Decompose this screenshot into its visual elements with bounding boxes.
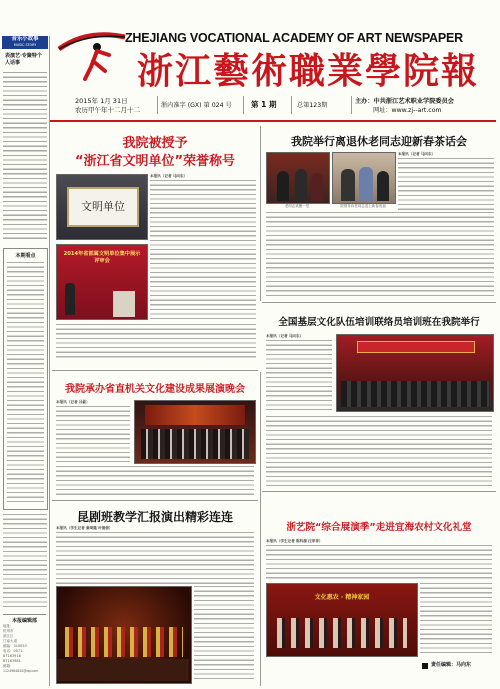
english-title: ZHEJIANG VOCATIONAL ACADEMY OF ART NEWSPAPER — [125, 31, 463, 45]
music-story-banner — [2, 36, 48, 49]
performers — [65, 627, 183, 657]
article-headline: 昆剧班教学汇报演出精彩连连 — [76, 510, 233, 524]
article-cultural-gala — [52, 372, 258, 500]
plaque — [67, 187, 139, 227]
divider — [351, 96, 352, 114]
stage-banner — [357, 341, 475, 353]
ceremony-photo — [56, 244, 148, 320]
music-story-cn: 音乐小故事 — [11, 36, 39, 42]
audience — [341, 381, 489, 407]
contact-line: 邮箱： — [3, 664, 14, 668]
article-body — [194, 586, 254, 682]
contact-line: 江南大道 — [3, 639, 17, 643]
contact-line: 87163981 — [3, 659, 21, 663]
article-body — [266, 545, 492, 579]
article-byline: 本报讯（记者 马向东） — [266, 334, 304, 338]
gala-photo — [134, 400, 256, 464]
article-body — [266, 416, 492, 486]
article-byline: 本报讯（记者 吕豪） — [56, 400, 90, 404]
article-headline: 我院被授予 — [122, 136, 188, 151]
article-headline: 全国基层文化队伍培训联络员培训班在我院举行 — [278, 317, 480, 328]
divider — [243, 96, 244, 114]
article-byline: 本报讯（记者 马向东） — [398, 152, 436, 156]
sidebar-text — [3, 72, 47, 242]
article-body — [150, 180, 256, 320]
article-headline: 我院举行离退休老同志迎新春茶话会 — [291, 135, 467, 148]
article-civilized-unit — [52, 126, 258, 366]
section-divider — [262, 491, 496, 492]
contact-box — [3, 614, 46, 683]
sidebar — [2, 36, 48, 686]
contact-line: 邮编：310053 — [3, 644, 27, 648]
ceremony-banner: 2014年省部属文明单位集中展示评审会 — [63, 251, 141, 264]
training-photo — [336, 334, 494, 412]
village-stage-photo — [266, 583, 418, 657]
total-issue: 总第123期 — [297, 102, 328, 109]
section-divider — [52, 370, 258, 371]
section-divider — [52, 500, 258, 501]
sidebar-heading: 表演艺·专聚特个人话事 — [5, 53, 42, 66]
stage-backdrop — [145, 405, 245, 425]
article-body — [266, 212, 494, 296]
contact-line: 87163916 — [3, 654, 21, 658]
article-body — [398, 158, 494, 210]
figure — [341, 169, 355, 201]
divider — [291, 96, 292, 114]
figure — [359, 167, 373, 201]
sidebar-text-lower — [3, 514, 47, 609]
sidebar-divider — [49, 36, 50, 686]
music-story-en: MUSIC STORY — [13, 43, 37, 47]
tea-party-photo-right — [332, 152, 396, 204]
article-training-class — [262, 304, 496, 490]
article-body — [56, 466, 254, 498]
kunqu-photo — [56, 586, 192, 684]
column-divider — [260, 126, 261, 301]
article-retiree-tea — [262, 126, 496, 301]
performers — [141, 429, 249, 459]
article-body — [56, 532, 254, 584]
podium — [113, 291, 135, 317]
figure — [277, 171, 289, 201]
masthead-rule — [50, 120, 496, 122]
contact-line: 电话：0571- — [3, 649, 24, 653]
article-village-tour — [262, 493, 496, 686]
speaker-figure — [65, 283, 75, 315]
issue-date: 2015年 1月 31日 — [75, 97, 128, 105]
contact-line: 地址： — [3, 624, 14, 628]
sponsor: 主办：中共浙江艺术职业学院委员会 — [355, 98, 454, 105]
website: 网址：www.zj--art.com — [373, 107, 442, 114]
article-body — [56, 324, 256, 360]
stage-floor — [57, 659, 189, 681]
figure — [311, 173, 323, 201]
performers — [277, 618, 407, 648]
tea-party-photo-left — [266, 152, 330, 204]
figure — [377, 171, 389, 201]
editor-credit — [422, 661, 492, 673]
contact-line: 滨江区 — [3, 634, 14, 638]
lunar-date: 农历甲午年十二月十二 — [75, 106, 140, 114]
section-divider — [262, 302, 496, 303]
page-number: 第 1 期 — [251, 100, 277, 109]
contact-line: 1124984820@qq.com — [3, 669, 39, 673]
divider — [157, 96, 158, 114]
sidebar-box-text — [7, 262, 44, 502]
column-divider — [260, 372, 261, 686]
article-headline: 浙艺院“综合展演季”走进宜海农村文化礼堂 — [286, 522, 472, 533]
plaque-text: 文明单位 — [81, 200, 125, 213]
sidebar-box-title: 本期看点 — [15, 253, 36, 259]
photo-caption: 院领导向老同志送上新春祝福 — [340, 204, 386, 208]
editor-label: 责任编辑：马向东 — [431, 662, 472, 668]
square-bullet-icon — [422, 663, 428, 669]
contact-line: 杭州市 — [3, 629, 14, 633]
plaque-photo — [56, 174, 148, 240]
article-byline: 本报讯（学生记者 陈科源 汪菲菲） — [266, 539, 323, 543]
article-byline: 本报讯（记者 马向东） — [150, 174, 188, 178]
photo-caption: 老同志欢聚一堂 — [284, 204, 310, 208]
article-kunqu-show — [52, 502, 258, 686]
academy-logo — [57, 27, 127, 82]
sidebar-box — [3, 248, 48, 510]
contact-title: 本报编辑部 — [11, 618, 37, 624]
figure — [295, 169, 307, 201]
stage-banner: 文化惠农 · 精神家园 — [314, 594, 370, 601]
article-body — [420, 583, 492, 655]
article-body — [56, 406, 130, 462]
article-headline: 我院承办省直机关文化建设成果展演晚会 — [65, 384, 245, 395]
chinese-title: 浙江藝術職業學院報 — [137, 50, 480, 92]
article-byline: 本报讯（学生记者 秦琦隆 叶倩倩） — [56, 526, 113, 530]
article-headline: “浙江省文明单位”荣誉称号 — [74, 154, 236, 169]
publication-number: 浙内准字 (GX) 第 024 号 — [161, 102, 232, 109]
article-body — [266, 340, 332, 412]
